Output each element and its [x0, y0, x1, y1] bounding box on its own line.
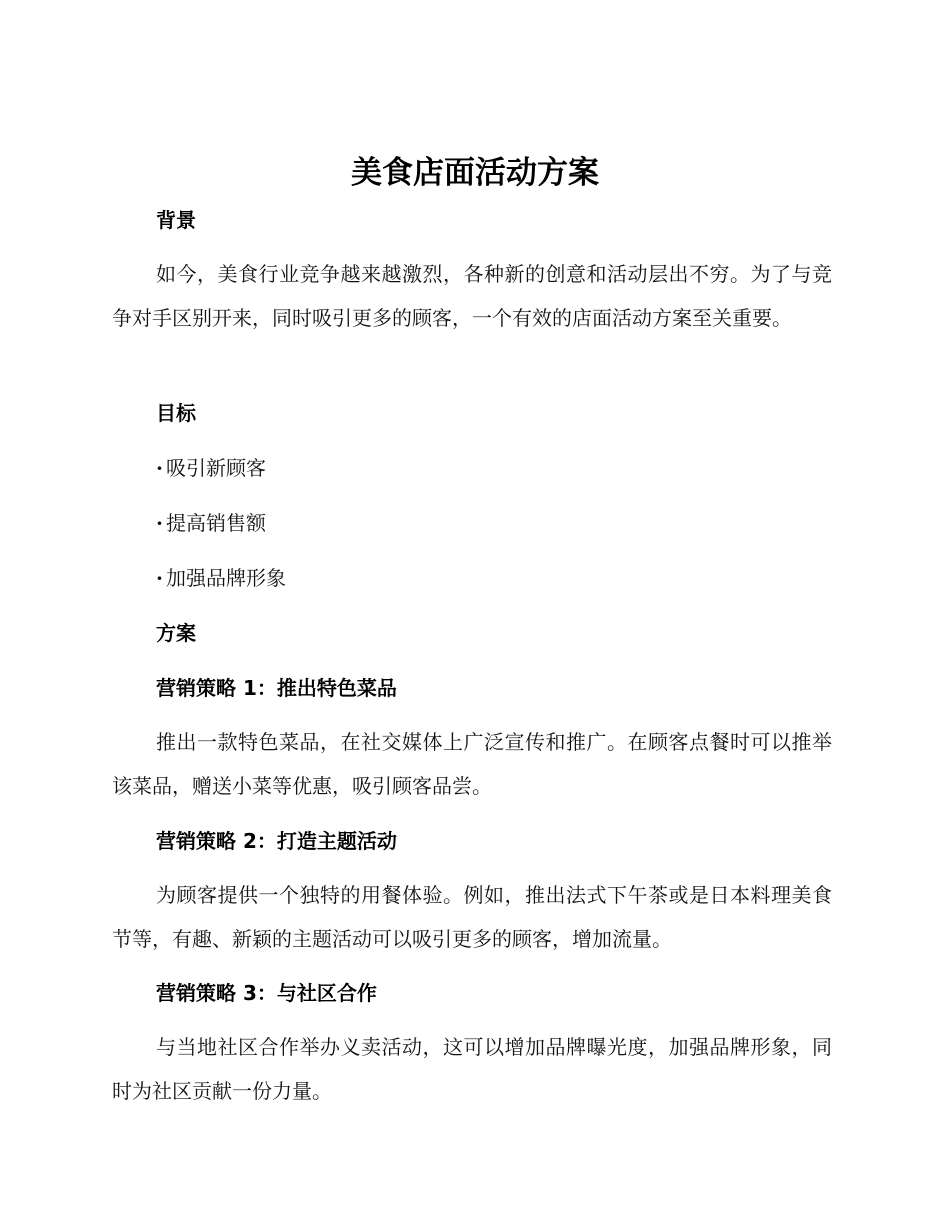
- strategy-paragraph-1: 推出一款特色菜品，在社交媒体上广泛宣传和推广。在顾客点餐时可以推举该菜品，赠送小菜等优惠，吸引顾客品尝。: [112, 730, 832, 798]
- goal-item: [156, 453, 266, 483]
- section-heading-background: 背景: [156, 208, 196, 232]
- strategy-heading-3: 营销策略 3：与社区合作: [156, 981, 377, 1005]
- goal-item: [156, 563, 286, 593]
- goal-item-label: 提高销售额: [166, 511, 266, 535]
- strategy-paragraph-3: 与当地社区合作举办义卖活动，这可以增加品牌曝光度，加强品牌形象，同时为社区贡献一份力量。: [112, 1035, 832, 1103]
- document-title: 美食店面活动方案: [351, 155, 599, 191]
- bullet-icon: ·: [156, 566, 163, 590]
- strategy-heading-2: 营销策略 2：打造主题活动: [156, 829, 397, 853]
- goal-item-label: 加强品牌形象: [166, 566, 286, 590]
- strategy-paragraph-2: 为顾客提供一个独特的用餐体验。例如，推出法式下午茶或是日本料理美食节等，有趣、新颖的主题活动可以吸引更多的顾客，增加流量。: [112, 883, 832, 951]
- bullet-icon: ·: [156, 511, 163, 535]
- bullet-icon: ·: [156, 456, 163, 480]
- background-paragraph: 如今，美食行业竞争越来越激烈，各种新的创意和活动层出不穷。为了与竞争对手区别开来，同时吸引更多的顾客，一个有效的店面活动方案至关重要。: [112, 262, 832, 330]
- section-heading-plan: 方案: [156, 621, 196, 645]
- strategy-heading-1: 营销策略 1：推出特色菜品: [156, 676, 397, 700]
- goal-item: [156, 508, 266, 538]
- section-heading-goals: 目标: [156, 401, 196, 425]
- goal-item-label: 吸引新顾客: [166, 456, 266, 480]
